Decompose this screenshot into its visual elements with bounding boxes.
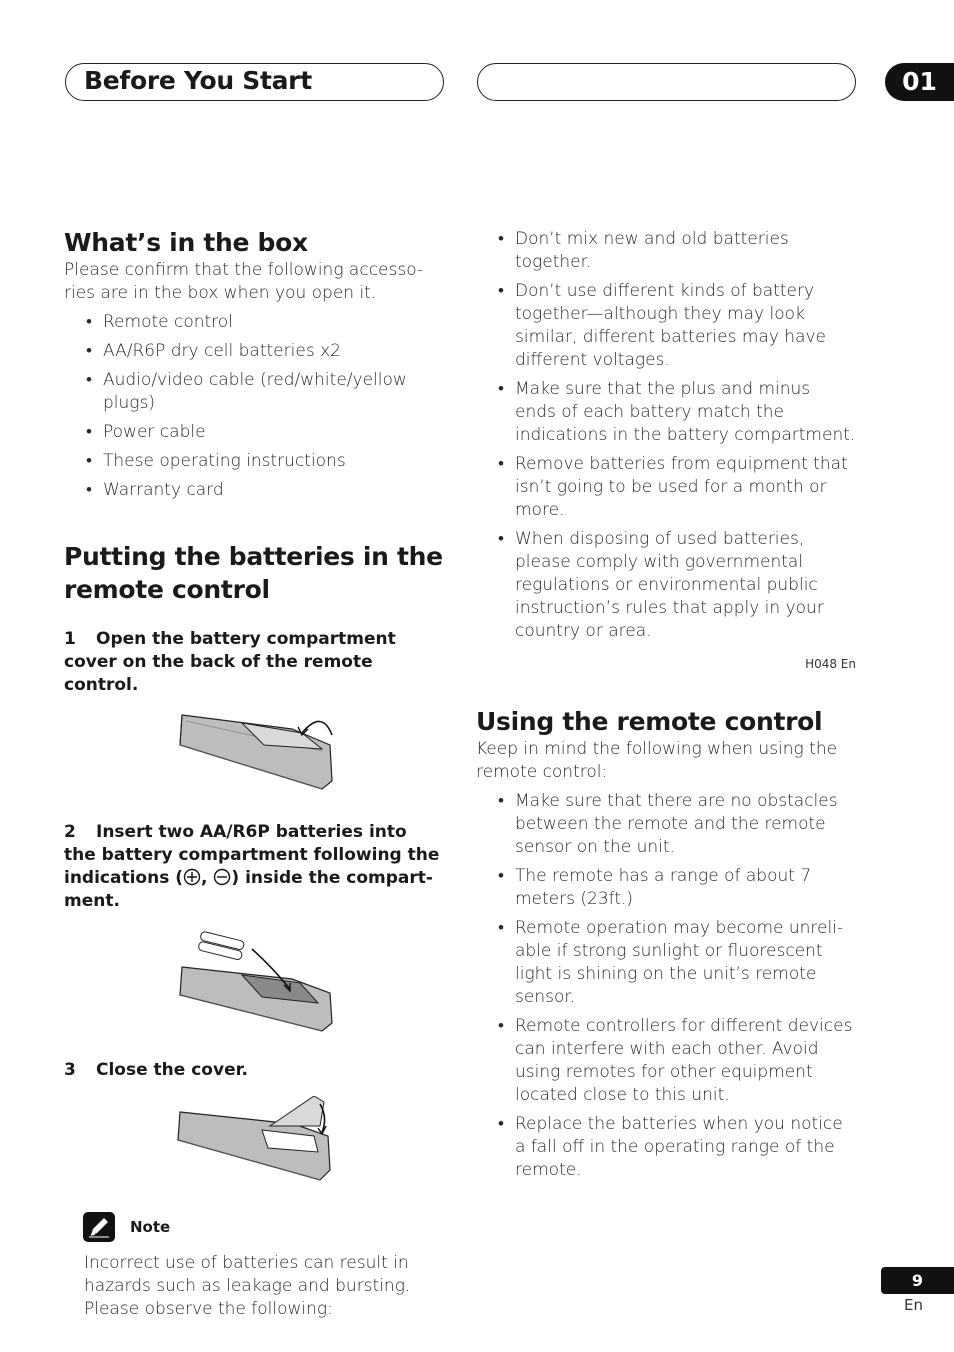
list-item: • Audio/video cable (red/white/yellow plugs) — [64, 369, 444, 415]
pencil-icon — [83, 1212, 115, 1242]
list-item: • Replace the batteries when you notice a fall off in the operating range of the remote. — [476, 1113, 856, 1182]
remote-close-cover-illustration — [174, 1096, 344, 1182]
step-number: 2 — [64, 822, 76, 842]
list-item: • Remote control — [64, 311, 444, 334]
box-contents-list — [64, 311, 444, 502]
list-item: • Remote operation may become unreli-able if strong sunlight or fluorescent light is shining on the unit’s remote sensor. — [476, 917, 856, 1009]
remote-insert-batteries-illustration — [172, 927, 342, 1033]
batteries-heading: Putting the batteries in the remote control — [64, 542, 443, 604]
using-remote-intro: Keep in mind the following when using the remote control: — [476, 739, 838, 782]
document-code: H048 En — [805, 657, 856, 671]
step-text: Open the battery compartment cover on the back of the remote control. — [64, 629, 396, 695]
whats-in-box-intro: Please confirm that the following accesso-ries are in the box when you open it. — [64, 260, 424, 303]
list-item: • The remote has a range of about 7 meters (23ft.) — [476, 865, 856, 911]
list-item: • Power cable — [64, 421, 444, 444]
list-item: • Don’t use different kinds of battery together—although they may look similar, different batteries may have different voltages. — [476, 280, 856, 372]
using-remote-list — [476, 790, 856, 1182]
page-language: En — [904, 1296, 923, 1314]
whats-in-box-heading: What’s in the box — [64, 228, 308, 257]
right-column — [476, 226, 856, 1188]
using-remote-heading: Using the remote control — [476, 707, 823, 736]
list-item: • When disposing of used batteries, please comply with governmental regulations or environmental public instruction’s rules that apply in your country or area. — [476, 528, 856, 643]
list-item: • Remove batteries from equipment that isn’t going to be used for a month or more. — [476, 453, 856, 522]
note-header — [64, 1212, 444, 1252]
list-item: • Remote controllers for different devices can interfere with each other. Avoid using remotes for other equipment located close to this unit. — [476, 1015, 856, 1107]
step-text: Close the cover. — [96, 1060, 249, 1080]
step-text-b: ) inside the compart-ment. — [64, 868, 433, 911]
header-blank-box — [477, 63, 856, 101]
section-title: Before You Start — [84, 66, 312, 95]
list-item: • Warranty card — [64, 479, 444, 502]
step-number: 1 — [64, 629, 76, 649]
list-item: • These operating instructions — [64, 450, 444, 473]
plus-icon — [183, 868, 201, 886]
minus-icon — [213, 868, 231, 886]
note-label: Note — [130, 1218, 171, 1236]
page-number: 9 — [881, 1267, 954, 1294]
step-3 — [64, 1059, 444, 1082]
remote-open-cover-illustration — [172, 705, 342, 793]
list-item: • AA/R6P dry cell batteries x2 — [64, 340, 444, 363]
step-text-a: Insert two AA/R6P batteries into the battery compartment following the indications ( — [64, 822, 440, 888]
step-1 — [64, 628, 444, 697]
list-item: • Don’t mix new and old batteries together. — [476, 228, 856, 274]
left-column — [64, 226, 444, 1321]
step-2 — [64, 821, 444, 913]
list-item: • Make sure that the plus and minus ends of each battery match the indications in the battery compartment. — [476, 378, 856, 447]
step-number: 3 — [64, 1060, 76, 1080]
note-text: Incorrect use of batteries can result in hazards such as leakage and bursting. Please observe the following: — [84, 1253, 411, 1319]
step-text-sep: , — [201, 868, 214, 888]
chapter-badge: 01 — [885, 63, 954, 101]
list-item: • Make sure that there are no obstacles between the remote and the remote sensor on the unit. — [476, 790, 856, 859]
battery-rules-list — [476, 228, 856, 643]
section-header — [65, 63, 444, 101]
